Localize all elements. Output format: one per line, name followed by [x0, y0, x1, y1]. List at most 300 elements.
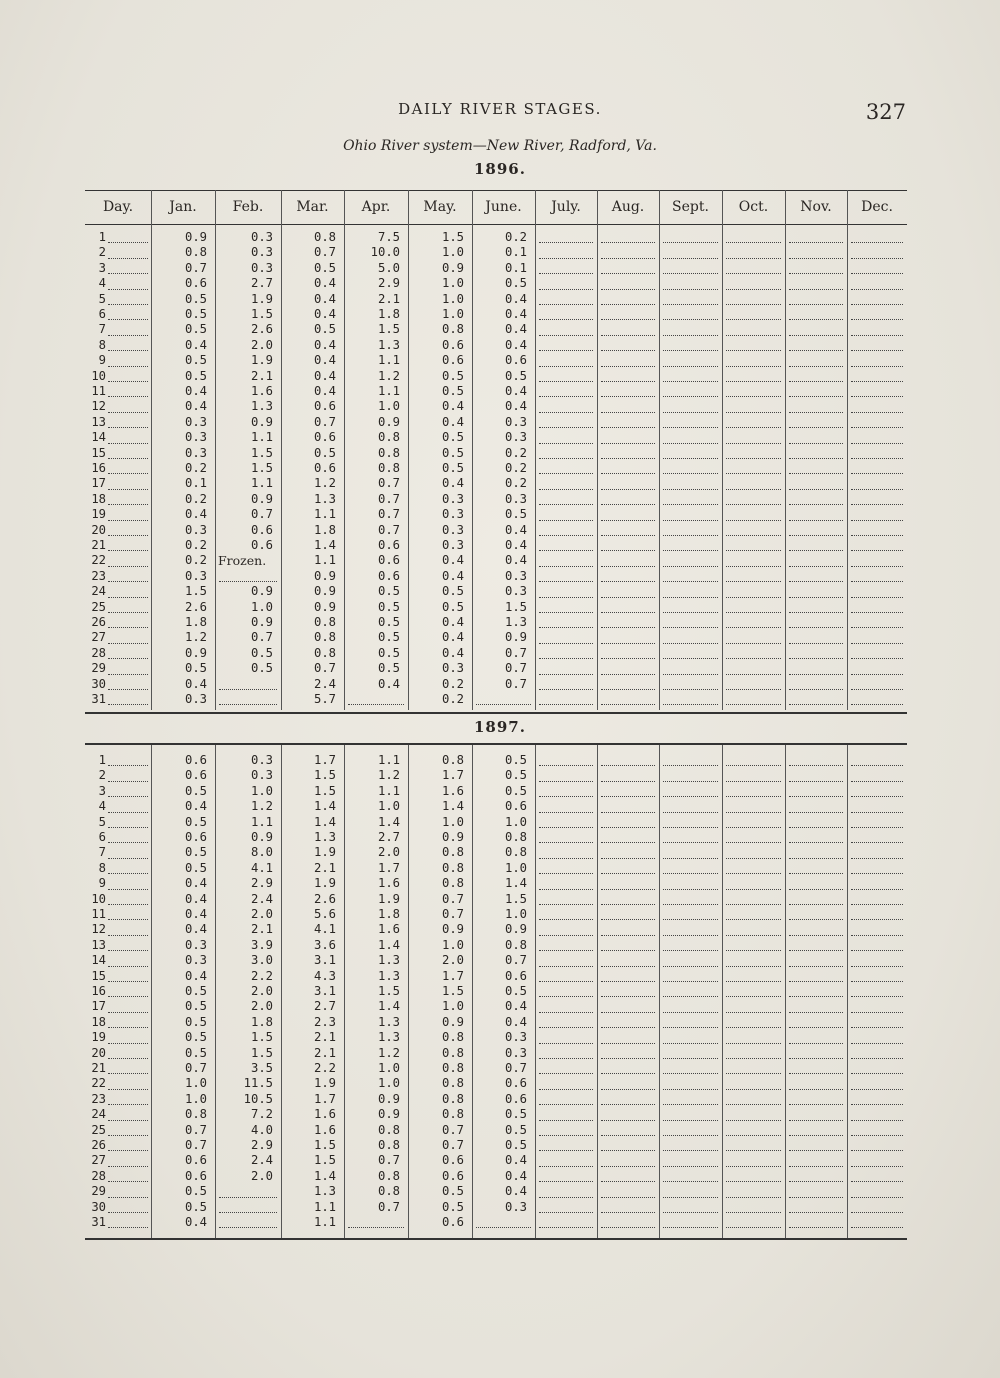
empty-cell [219, 689, 277, 690]
empty-cell [601, 597, 655, 598]
stage-value-mar: 0.6 [313, 461, 336, 475]
empty-cell [726, 335, 781, 336]
stage-value-may: 0.8 [441, 1107, 464, 1122]
stage-value-jan: 0.2 [184, 538, 207, 552]
stage-value-apr: 0.8 [377, 461, 400, 475]
day-cell [85, 292, 151, 307]
empty-cell [663, 1227, 718, 1228]
page-number: 327 [865, 100, 906, 124]
day-cell [85, 953, 151, 968]
empty-cell [601, 1135, 655, 1136]
stage-value-mar: 1.4 [313, 1168, 336, 1183]
table-row [85, 338, 907, 353]
table-row [85, 476, 907, 491]
table-row [85, 1215, 907, 1230]
stage-value-apr: 1.5 [377, 322, 400, 337]
stage-value-mar: 1.1 [313, 553, 336, 568]
empty-cell [726, 765, 781, 766]
empty-cell [726, 396, 781, 397]
stage-value-apr: 0.7 [377, 476, 400, 491]
stage-value-jan: 0.7 [184, 260, 207, 275]
empty-cell [539, 643, 593, 644]
day-number: 20 [91, 1045, 106, 1060]
empty-cell [539, 950, 593, 951]
stage-value-june: 1.4 [504, 876, 527, 891]
day-number: 4 [98, 799, 106, 814]
stage-value-may: 1.0 [441, 276, 464, 291]
day-cell [85, 338, 151, 353]
empty-cell [663, 1027, 718, 1028]
leader-dots [108, 781, 148, 782]
empty-cell [851, 1227, 903, 1228]
empty-cell [789, 1058, 843, 1059]
stage-value-apr: 0.8 [377, 1184, 400, 1199]
stage-value-june: 0.8 [504, 830, 527, 844]
day-cell [85, 1138, 151, 1153]
empty-cell [663, 1012, 718, 1013]
stage-value-mar: 4.3 [313, 968, 336, 983]
empty-cell [601, 273, 655, 274]
day-number: 2 [98, 768, 106, 783]
day-number: 27 [91, 1153, 106, 1168]
empty-cell [789, 581, 843, 582]
empty-cell [851, 689, 903, 690]
day-number: 20 [91, 522, 106, 537]
day-number: 5 [98, 291, 106, 306]
stage-value-apr: 0.6 [377, 568, 400, 583]
stage-value-june: 0.5 [504, 276, 527, 291]
stage-value-apr: 0.4 [377, 676, 400, 691]
day-number: 6 [98, 830, 106, 844]
day-cell [85, 523, 151, 538]
empty-cell [601, 950, 655, 951]
stage-value-june: 0.3 [504, 1199, 527, 1214]
empty-cell [789, 966, 843, 967]
stage-value-apr: 1.0 [377, 799, 400, 814]
stage-value-may: 0.4 [441, 630, 464, 645]
day-number: 3 [98, 783, 106, 798]
stage-value-jan: 0.3 [184, 430, 207, 445]
empty-cell [539, 873, 593, 874]
stage-value-apr: 1.7 [377, 860, 400, 875]
leader-dots [108, 597, 148, 598]
empty-cell [663, 1212, 718, 1213]
table-row [85, 768, 907, 783]
stage-value-mar: 2.6 [313, 891, 336, 906]
empty-cell [663, 765, 718, 766]
stage-value-june: 0.3 [504, 491, 527, 506]
empty-cell [539, 520, 593, 521]
table-row [85, 861, 907, 876]
empty-cell [726, 966, 781, 967]
stage-value-june: 0.4 [504, 1184, 527, 1199]
day-cell [85, 907, 151, 922]
day-cell [85, 369, 151, 384]
stage-value-mar: 0.6 [313, 430, 336, 445]
column-header-nov: Nov. [800, 199, 832, 215]
stage-value-may: 0.5 [441, 1199, 464, 1214]
leader-dots [108, 304, 148, 305]
day-cell [85, 1076, 151, 1091]
empty-cell [663, 550, 718, 551]
empty-cell [663, 889, 718, 890]
empty-cell [601, 335, 655, 336]
stage-value-feb: 2.0 [250, 907, 273, 921]
empty-cell [663, 489, 718, 490]
stage-value-june: 0.2 [504, 230, 527, 244]
stage-value-apr: 0.5 [377, 645, 400, 660]
stage-value-june: 0.5 [504, 783, 527, 798]
column-header-sept: Sept. [672, 199, 709, 215]
table-row [85, 523, 907, 538]
stage-value-jan: 0.9 [184, 230, 207, 244]
stage-value-may: 0.7 [441, 891, 464, 906]
stage-value-june: 0.4 [504, 538, 527, 552]
day-number: 8 [98, 337, 106, 352]
stage-value-mar: 0.5 [313, 445, 336, 460]
stage-value-mar: 4.1 [313, 922, 336, 937]
stage-value-june: 0.3 [504, 1030, 527, 1045]
stage-value-feb: 2.1 [250, 368, 273, 383]
stage-value-jan: 0.5 [184, 1045, 207, 1060]
empty-cell [601, 1027, 655, 1028]
stage-value-mar: 1.1 [313, 1199, 336, 1214]
day-number: 2 [98, 245, 106, 260]
stage-value-feb: 0.3 [250, 753, 273, 767]
stage-value-feb: 0.6 [250, 538, 273, 552]
empty-cell [601, 319, 655, 320]
empty-cell [726, 304, 781, 305]
stage-value-jan: 1.0 [184, 1076, 207, 1091]
leader-dots [108, 658, 148, 659]
day-cell [85, 922, 151, 937]
stage-value-jan: 0.5 [184, 1014, 207, 1029]
stage-value-june: 1.5 [504, 891, 527, 906]
day-number: 30 [91, 1199, 106, 1214]
empty-cell [663, 627, 718, 628]
empty-cell [726, 996, 781, 997]
leader-dots [108, 1227, 148, 1228]
stage-value-apr: 2.1 [377, 291, 400, 306]
table-row [85, 784, 907, 799]
day-number: 28 [91, 645, 106, 660]
empty-cell [851, 966, 903, 967]
empty-cell [663, 566, 718, 567]
stage-value-may: 0.5 [441, 461, 464, 475]
stage-value-apr: 0.5 [377, 615, 400, 629]
empty-cell [539, 473, 593, 474]
empty-cell [539, 597, 593, 598]
stage-value-mar: 2.1 [313, 1030, 336, 1045]
empty-cell [663, 304, 718, 305]
stage-value-apr: 1.4 [377, 999, 400, 1014]
table-row [85, 922, 907, 937]
empty-cell [539, 504, 593, 505]
stage-value-feb: 1.1 [250, 476, 273, 491]
stage-value-june: 0.4 [504, 1014, 527, 1029]
table-row [85, 415, 907, 430]
empty-cell [539, 1120, 593, 1121]
stage-value-feb: 8.0 [250, 845, 273, 860]
empty-cell [539, 566, 593, 567]
empty-cell [726, 981, 781, 982]
leader-dots [108, 381, 148, 382]
stage-value-may: 0.9 [441, 830, 464, 844]
leader-dots [108, 627, 148, 628]
leader-dots [108, 889, 148, 890]
empty-cell [539, 981, 593, 982]
stage-value-june: 1.0 [504, 907, 527, 921]
stage-value-mar: 0.9 [313, 584, 336, 599]
empty-cell [539, 381, 593, 382]
day-number: 22 [91, 1076, 106, 1091]
empty-cell [539, 996, 593, 997]
day-cell [85, 322, 151, 337]
stage-value-june: 0.3 [504, 414, 527, 429]
leader-dots [108, 427, 148, 428]
day-number: 13 [91, 937, 106, 952]
empty-cell [539, 627, 593, 628]
empty-cell [601, 981, 655, 982]
empty-cell [601, 658, 655, 659]
empty-cell [219, 1227, 277, 1228]
stage-value-feb: 2.7 [250, 276, 273, 291]
empty-cell [663, 443, 718, 444]
empty-cell [726, 458, 781, 459]
stage-value-feb: 2.6 [250, 322, 273, 337]
empty-cell [726, 842, 781, 843]
stage-value-feb: 3.0 [250, 953, 273, 968]
day-cell [85, 969, 151, 984]
day-cell [85, 1107, 151, 1122]
empty-cell [601, 1197, 655, 1198]
day-number: 30 [91, 676, 106, 691]
stage-value-mar: 0.6 [313, 399, 336, 414]
empty-cell [789, 489, 843, 490]
empty-cell [851, 1181, 903, 1182]
empty-cell [789, 366, 843, 367]
stage-value-june: 0.4 [504, 1168, 527, 1183]
stage-value-jan: 0.4 [184, 922, 207, 937]
stage-value-may: 0.8 [441, 1076, 464, 1091]
empty-cell [601, 1166, 655, 1167]
day-number: 23 [91, 568, 106, 583]
stage-value-mar: 0.8 [313, 615, 336, 629]
stage-value-may: 0.4 [441, 553, 464, 568]
empty-cell [663, 1166, 718, 1167]
empty-cell [663, 950, 718, 951]
stage-value-apr: 0.8 [377, 1138, 400, 1152]
leader-dots [108, 289, 148, 290]
day-cell [85, 677, 151, 692]
table-row [85, 353, 907, 368]
day-cell [85, 461, 151, 476]
empty-cell [789, 520, 843, 521]
empty-cell [726, 443, 781, 444]
empty-cell [789, 335, 843, 336]
table-row [85, 1030, 907, 1045]
empty-cell [663, 1150, 718, 1151]
stage-value-june: 1.5 [504, 599, 527, 614]
day-cell [85, 615, 151, 630]
stage-value-june: 0.9 [504, 630, 527, 645]
stage-value-may: 0.5 [441, 1184, 464, 1199]
stage-value-may: 1.4 [441, 799, 464, 814]
stage-value-jan: 0.5 [184, 291, 207, 306]
stage-value-feb: 2.9 [250, 1138, 273, 1152]
stage-value-feb: 1.3 [250, 399, 273, 414]
table-row [85, 876, 907, 891]
table-row [85, 799, 907, 814]
stage-value-apr: 0.6 [377, 538, 400, 552]
empty-cell [789, 319, 843, 320]
empty-cell [851, 550, 903, 551]
leader-dots [108, 520, 148, 521]
table-row [85, 492, 907, 507]
stage-value-june: 0.2 [504, 476, 527, 491]
empty-cell [219, 1197, 277, 1198]
leader-dots [108, 458, 148, 459]
table-row [85, 1200, 907, 1215]
stage-value-jan: 0.5 [184, 999, 207, 1014]
stage-value-may: 0.4 [441, 476, 464, 491]
stage-value-may: 1.6 [441, 783, 464, 798]
empty-cell [851, 1197, 903, 1198]
table-row [85, 538, 907, 553]
stage-value-apr: 0.5 [377, 599, 400, 614]
stage-value-mar: 2.7 [313, 999, 336, 1014]
stage-value-mar: 2.4 [313, 676, 336, 691]
leader-dots [108, 873, 148, 874]
stage-value-june: 0.4 [504, 384, 527, 398]
day-number: 9 [98, 876, 106, 891]
stage-value-apr: 1.1 [377, 753, 400, 767]
stage-value-may: 0.4 [441, 615, 464, 629]
empty-cell [726, 781, 781, 782]
stage-value-jan: 1.2 [184, 630, 207, 645]
stage-value-may: 1.5 [441, 230, 464, 244]
leader-dots [108, 704, 148, 705]
empty-cell [601, 689, 655, 690]
empty-cell [726, 1012, 781, 1013]
empty-cell [789, 858, 843, 859]
empty-cell [851, 981, 903, 982]
stage-value-feb: 0.7 [250, 507, 273, 522]
stage-value-june: 0.3 [504, 584, 527, 599]
table-subtitle: Ohio River system—New River, Radford, Va. [343, 138, 657, 154]
empty-cell [539, 242, 593, 243]
empty-cell [726, 319, 781, 320]
leader-dots [108, 919, 148, 920]
stage-value-mar: 1.6 [313, 1107, 336, 1122]
stage-value-apr: 1.6 [377, 876, 400, 891]
stage-value-mar: 1.5 [313, 783, 336, 798]
stage-value-jan: 0.5 [184, 307, 207, 321]
day-number: 15 [91, 968, 106, 983]
leader-dots [108, 935, 148, 936]
day-number: 24 [91, 1107, 106, 1122]
empty-cell [726, 1104, 781, 1105]
stage-value-apr: 1.9 [377, 891, 400, 906]
stage-value-feb: 0.3 [250, 768, 273, 783]
table-row [85, 1061, 907, 1076]
leader-dots [108, 1135, 148, 1136]
day-cell [85, 630, 151, 645]
stage-value-june: 1.0 [504, 860, 527, 875]
empty-cell [726, 612, 781, 613]
day-cell [85, 1030, 151, 1045]
stage-value-feb: 1.0 [250, 599, 273, 614]
stage-value-may: 1.0 [441, 999, 464, 1014]
empty-cell [851, 1012, 903, 1013]
table-row [85, 892, 907, 907]
stage-value-june: 0.7 [504, 645, 527, 660]
stage-value-jan: 0.3 [184, 692, 207, 706]
empty-cell [726, 566, 781, 567]
stage-value-may: 0.5 [441, 430, 464, 445]
stage-value-jan: 0.6 [184, 753, 207, 767]
empty-cell [663, 781, 718, 782]
empty-cell [851, 273, 903, 274]
leader-dots [108, 612, 148, 613]
table-row [85, 569, 907, 584]
empty-cell [663, 258, 718, 259]
stage-value-may: 0.6 [441, 337, 464, 352]
empty-cell [663, 381, 718, 382]
empty-cell [601, 520, 655, 521]
stage-value-jan: 0.7 [184, 1061, 207, 1075]
empty-cell [851, 1058, 903, 1059]
day-cell [85, 938, 151, 953]
empty-cell [851, 858, 903, 859]
leader-dots [108, 319, 148, 320]
empty-cell [539, 535, 593, 536]
leader-dots [108, 1181, 148, 1182]
stage-value-mar: 1.3 [313, 830, 336, 844]
empty-cell [539, 781, 593, 782]
empty-cell [851, 658, 903, 659]
table-row [85, 1092, 907, 1107]
day-cell [85, 1015, 151, 1030]
empty-cell [601, 781, 655, 782]
stage-value-jan: 0.8 [184, 245, 207, 260]
empty-cell [789, 996, 843, 997]
empty-cell [539, 1166, 593, 1167]
empty-cell [539, 1043, 593, 1044]
stage-value-june: 0.5 [504, 1138, 527, 1152]
empty-cell [601, 396, 655, 397]
day-cell [85, 584, 151, 599]
empty-cell [851, 781, 903, 782]
day-cell [85, 661, 151, 676]
empty-cell [663, 427, 718, 428]
empty-cell [539, 258, 593, 259]
empty-cell [789, 1073, 843, 1074]
stage-value-may: 0.9 [441, 1014, 464, 1029]
stage-value-june: 0.2 [504, 461, 527, 475]
empty-cell [601, 458, 655, 459]
empty-cell [663, 1073, 718, 1074]
empty-cell [539, 658, 593, 659]
stage-value-feb: 0.9 [250, 414, 273, 429]
stage-value-jan: 0.2 [184, 461, 207, 475]
empty-cell [851, 1166, 903, 1167]
table-row [85, 1169, 907, 1184]
stage-value-jan: 0.4 [184, 891, 207, 906]
stage-value-may: 0.5 [441, 445, 464, 460]
stage-value-jan: 2.6 [184, 599, 207, 614]
stage-value-jan: 0.5 [184, 783, 207, 798]
